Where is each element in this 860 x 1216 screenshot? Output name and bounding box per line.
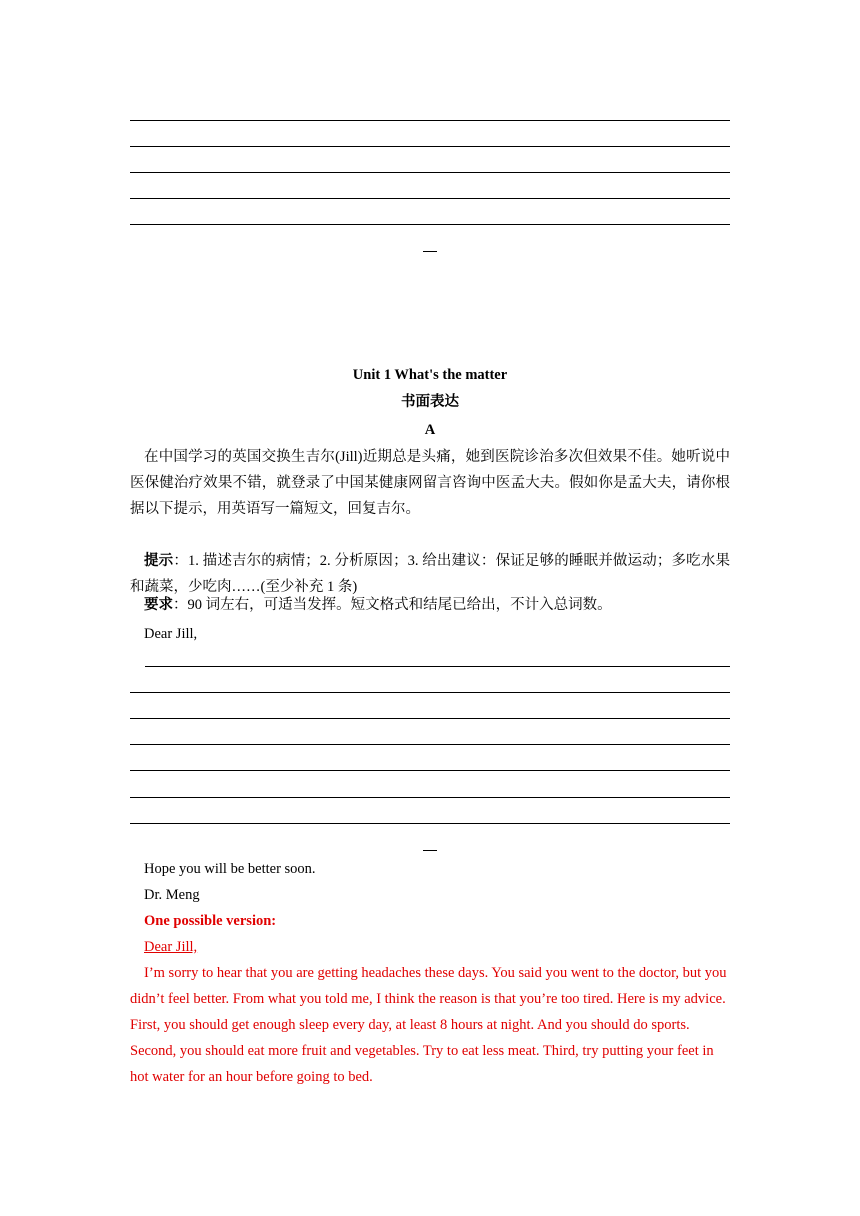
- letter-salutation: Dear Jill,: [144, 626, 198, 642]
- line-end-dash: [423, 251, 437, 252]
- line-end-dash: [423, 850, 437, 851]
- unit-title: Unit 1 What's the matter: [352, 367, 508, 383]
- answer-label: One possible version:: [144, 913, 277, 929]
- answer-paragraph: [130, 960, 730, 1090]
- writing-line: [130, 744, 730, 745]
- letter-closing: Hope you will be better soon.: [144, 861, 316, 877]
- writing-line: [130, 797, 730, 798]
- part-label: A: [424, 422, 436, 438]
- writing-line: [130, 120, 730, 121]
- writing-line: [130, 718, 730, 719]
- writing-line: [130, 770, 730, 771]
- writing-line: [130, 198, 730, 199]
- prompt-paragraph: [130, 444, 730, 522]
- requirement-text: ：90 词左右，可适当发挥。短文格式和结尾已给出，不计入总词数。: [173, 597, 612, 613]
- writing-line: [130, 692, 730, 693]
- answer-text: I’m sorry to hear that you are getting headaches these days. You said you went to the doctor, but you didn’t feel better. From what you told me, I think the reason is that you’re too tired. Here is my advice. First, you should get enough sleep every day, at least 8 hours at night. And you should do sports. Second, you should eat more fruit and vegetables. Try to eat less meat. Third, try putting your feet in hot water for an hour before going to bed.: [130, 965, 727, 1085]
- prompt-text: 在中国学习的英国交换生吉尔(Jill)近期总是头痛，她到医院诊治多次但效果不佳。她听说中医保健治疗效果不错，就登录了中国某健康网留言咨询中医孟大夫。假如你是孟大夫，请你根据以下提示，用英语写一篇短文，回复吉尔。: [130, 449, 730, 517]
- writing-line: [130, 172, 730, 173]
- writing-line: [145, 666, 730, 667]
- section-title: 书面表达: [401, 394, 459, 410]
- requirement-paragraph: [130, 592, 730, 618]
- answer-salutation: Dear Jill,: [144, 939, 198, 955]
- hint-label: 提示: [144, 553, 174, 569]
- writing-line: [130, 224, 730, 225]
- requirement-label: 要求: [144, 597, 173, 613]
- writing-line: [130, 823, 730, 824]
- hint-text: ：1. 描述吉尔的病情；2. 分析原因；3. 给出建议：保证足够的睡眠并做运动；多吃水果和蔬菜，少吃肉……(至少补充 1 条): [130, 553, 731, 595]
- letter-signature: Dr. Meng: [144, 887, 200, 903]
- writing-line: [130, 146, 730, 147]
